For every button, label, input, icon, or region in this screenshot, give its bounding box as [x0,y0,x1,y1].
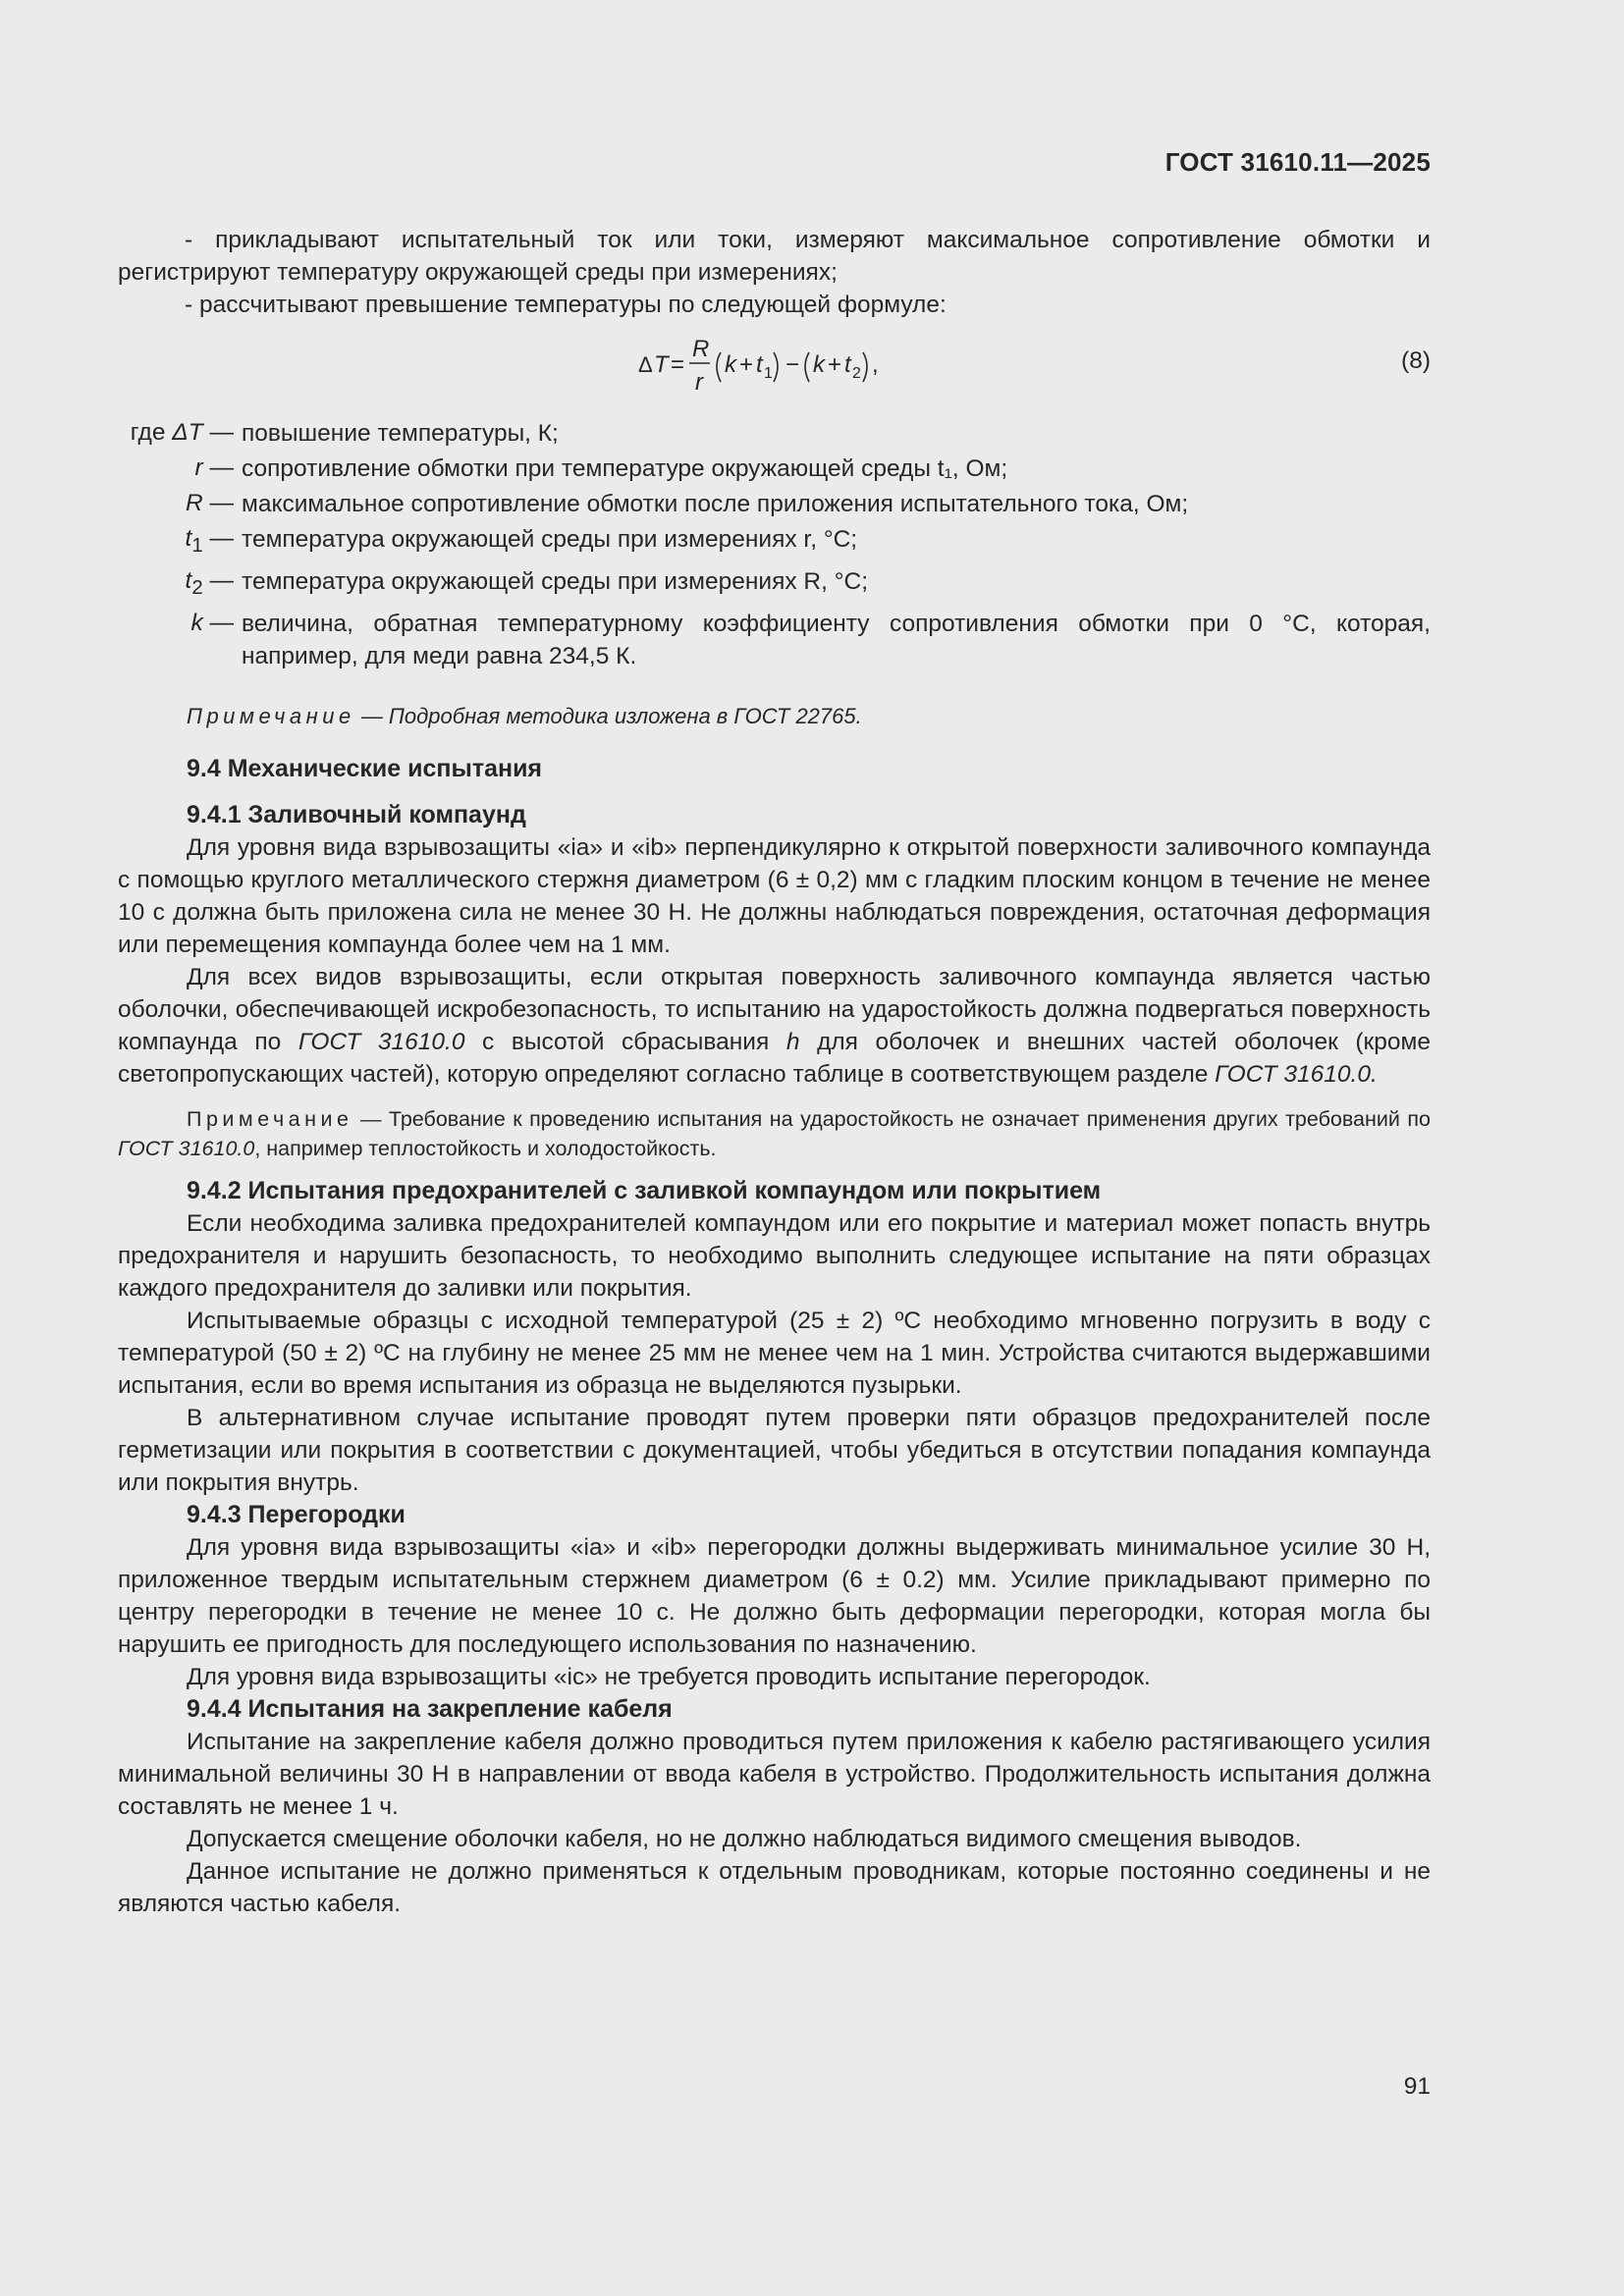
section-9-4-title: 9.4 Механические испытания [187,754,543,782]
definition-lead-word: где [130,419,166,446]
section-9-4-2-title: 9.4.2 Испытания предохранителей с заливкой компаундом или покрытием [187,1176,1102,1204]
section-9-4-3-paragraph-2: Для уровня вида взрывозащиты «ic» не требуется проводить испытание перегородок. [187,1663,1151,1690]
svg-text:=: = [671,351,685,378]
definition-text: температура окружающей среды при измерениях r, °C; [242,526,858,553]
svg-text:R: R [692,336,710,362]
svg-text:+: + [828,351,842,378]
definition-item [118,486,1431,521]
definition-text: максимальное сопротивление обмотки после приложения испытательного тока, Ом; [242,491,1189,517]
definition-item [118,521,1431,563]
svg-text:T: T [654,351,669,378]
formula-definitions [118,415,1431,672]
svg-text:Δ: Δ [638,352,653,377]
section-9-4-2-paragraph-2: Испытываемые образцы с исходной температурой (25 ± 2) ºC необходимо мгновенно погрузить в воду с температурой (50 ± 2) ºC на глубину не менее 25 мм не менее чем на 1 мин. Устройства считаются выдержавшими испытания, если во время испытания из образца не выделяются пузырьки. [118,1307,1431,1399]
definition-text: сопротивление обмотки при температуре окружающей среды t₁, Ом; [242,455,1008,482]
note-label: Примечание [187,1106,353,1131]
definition-item [118,563,1431,606]
definition-symbol: k — [190,609,234,636]
formula-8 [118,331,1431,400]
definition-text: температура окружающей среды при измерениях R, °C; [242,567,869,595]
definition-symbol: $t_2$ — [185,566,234,599]
svg-text:k: k [725,351,736,378]
intro-paragraph-1: - прикладывают испытательный ток или токи, измеряют максимальное сопротивление обмотки и регистрируют температуру окружающей среды при измерениях; [118,227,1431,286]
formula-delta-t-image [638,331,933,400]
formula-number: (8) [1401,347,1431,374]
definition-symbol: где ΔT — [130,419,234,446]
definition-item [118,606,1431,672]
svg-text:r: r [695,369,703,396]
note-methodology [118,702,1431,731]
svg-text:1: 1 [764,365,773,382]
definition-symbol: $t_1$ — [185,525,234,557]
section-9-4-4-paragraph-3: Данное испытание не должно применяться к отдельным проводникам, которые постоянно соединены и не являются частью кабеля. [118,1857,1431,1917]
definition-text: повышение температуры, К; [242,420,559,447]
svg-text:,: , [872,351,879,378]
note-label: Примечание [187,703,355,728]
note-text: — Подробная методика изложена в ГОСТ 22765. [354,703,862,728]
page-content [118,224,1431,1920]
svg-text:+: + [739,351,754,378]
section-9-4-2-paragraph-3: В альтернативном случае испытание проводят путем проверки пяти образцов предохранителей после герметизации или покрытия в соответствии с документацией, чтобы убедиться в отсутствии попадания компаунда или покрытия внутрь. [118,1404,1431,1496]
svg-text:2: 2 [852,365,861,382]
section-9-4-3-title: 9.4.3 Перегородки [187,1500,406,1528]
section-9-4-1-paragraph-1: Для уровня вида взрывозащиты «ia» и «ib» перпендикулярно к открытой поверхности заливочного компаунда с помощью круглого металлического стержня диаметром (6 ± 0,2) мм с гладким плоским концом в течение не менее 10 с должна быть приложена сила не менее 30 Н. Не должны наблюдаться повреждения, остаточная деформация или перемещения компаунда более чем на 1 мм. [118,833,1431,958]
svg-text:t: t [756,351,763,378]
section-9-4-2-paragraph-1: Если необходима заливка предохранителей компаундом или его покрытие и материал может попасть внутрь предохранителя и нарушить безопасность, то необходимо выполнить следующее испытание на пяти образцах каждого предохранителя до заливки или покрытия. [118,1209,1431,1302]
svg-text:k: k [813,351,825,378]
definition-item [118,451,1431,486]
section-9-4-1-title: 9.4.1 Заливочный компаунд [187,800,526,828]
svg-text:t: t [844,351,851,378]
section-9-4-4-paragraph-1: Испытание на закрепление кабеля должно проводиться путем приложения к кабелю растягивающего усилия минимальной величины 30 Н в направлении от ввода кабеля в устройство. Продолжительность испытания должна составлять не менее 1 ч. [118,1728,1431,1820]
section-9-4-4-title: 9.4.4 Испытания на закрепление кабеля [187,1694,673,1723]
document-id-header: ГОСТ 31610.11—2025 [1164,147,1431,177]
section-9-4-1-paragraph-2: Для всех видов взрывозащиты, если открытая поверхность заливочного компаунда является частью оболочки, обеспечивающей искробезопасность, то испытанию на ударостойкость должна подвергаться поверхность компаунда по ГОСТ 31610.0 с высотой сбрасывания h для оболочек и внешних частей оболочек (кроме светопропускающих частей), которую определяют согласно таблице в соответствующем разделе ГОСТ 31610.0. [118,963,1431,1088]
svg-text:−: − [785,351,800,378]
note-impact-test: Примечание — Требование к проведению испытания на ударостойкость не означает применения других требований по ГОСТ 31610.0, например теплостойкость и холодостойкость. [118,1106,1431,1160]
section-9-4-3-paragraph-1: Для уровня вида взрывозащиты «ia» и «ib» перегородки должны выдерживать минимальное усилие 30 Н, приложенное твердым испытательным стержнем диаметром (6 ± 0.2) мм. Усилие прикладывают примерно по центру перегородки в течение не менее 10 с. Не должно быть деформации перегородки, которая могла бы нарушить ее пригодность для последующего использования по назначению. [118,1533,1431,1658]
intro-paragraph-2: - рассчитывают превышение температуры по следующей формуле: [185,292,947,318]
definition-text: величина, обратная температурному коэффициенту сопротивления обмотки при 0 °C, которая, например, для меди равна 234,5 К. [242,610,1431,669]
page-number: 91 [1403,2073,1431,2100]
definition-item [118,415,1431,451]
definition-symbol: R — [185,490,234,516]
section-9-4-4-paragraph-2: Допускается смещение оболочки кабеля, но не должно наблюдаться видимого смещения выводов. [187,1825,1302,1852]
definition-symbol: r — [194,454,234,481]
